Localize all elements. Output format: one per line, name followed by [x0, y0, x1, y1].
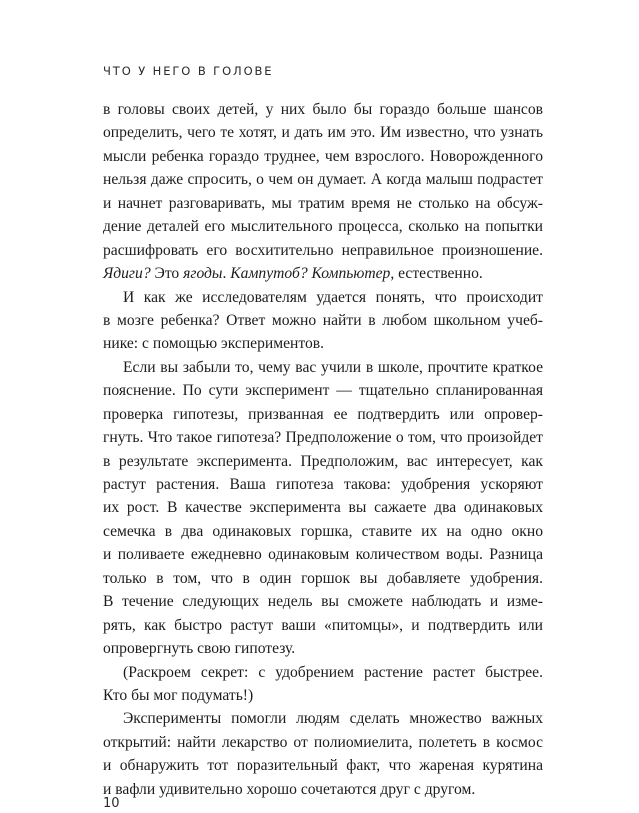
- italic-word: ягоды: [183, 265, 223, 283]
- text-line: в головы своих детей, у них было бы гораздо больше шансов: [103, 101, 543, 118]
- text-line: в мозге ребенка? Ответ можно найти в любом школьном учеб-: [103, 311, 543, 329]
- text-line: Эксперименты помогли людям сделать множество важных: [123, 710, 543, 728]
- text-line: и поливаете ежедневно одинаковым количеством воды. Разница: [103, 546, 543, 564]
- text-line: и вафли удивительно хорошо сочетаются друг с другом.: [103, 780, 476, 798]
- text-line: (Раскроем секрет: с удобрением растение растет быстрее.: [123, 663, 543, 681]
- text-line: определить, чего те хотят, и дать им это. Им известно, что узнать: [103, 124, 543, 142]
- text-run: Это: [150, 265, 184, 283]
- text-line: пояснение. По сути эксперимент — тщательно спланированная: [103, 382, 543, 400]
- body-text: [103, 98, 543, 801]
- paragraph: [103, 286, 543, 356]
- text-line: И как же исследователям удается понять, что происходит: [123, 288, 543, 306]
- text-line: В течение следующих недель вы сможете наблюдать и изме-: [103, 593, 543, 611]
- text-line: и начнет разговаривать, мы тратим время не столько на обсуж-: [103, 194, 543, 212]
- running-head: ЧТО У НЕГО В ГОЛОВЕ: [103, 64, 274, 78]
- text-line: растут растения. Ваша гипотеза такова: удобрения ускоряют: [103, 476, 543, 493]
- text-run: , естественно.: [390, 265, 483, 283]
- paragraph: [103, 98, 543, 286]
- italic-word: Компьютер: [311, 265, 391, 283]
- text-line: проверка гипотезы, призванная ее подтвердить или опровер-: [103, 405, 543, 423]
- text-line: и обнаружить тот поразительный факт, что жареная курятина: [103, 757, 543, 775]
- text-line: семечка в два одинаковых горшка, ставите их на одно окно: [103, 522, 543, 540]
- text-line: нельзя даже спросить, о чем он думает. А когда малыш подрастет: [103, 171, 543, 189]
- text-line: мысли ребенка гораздо труднее, чем взрослого. Новорожденного: [103, 147, 543, 165]
- paragraph: [103, 661, 543, 708]
- text-line: дение деталей его мыслительного процесса, сколько на попытки: [103, 218, 543, 236]
- italic-word: Кампутоб?: [230, 265, 308, 283]
- italic-word: Ядиги?: [103, 265, 151, 283]
- text-line: Кто бы мог подумать!): [103, 686, 254, 704]
- text-line: опровергнуть свою гипотезу.: [103, 640, 296, 658]
- text-line: в результате эксперимента. Предположим, вас интересует, как: [103, 452, 543, 470]
- text-line: гнуть. Что такое гипотеза? Предположение о том, что произойдет: [103, 429, 543, 447]
- paragraph: [103, 356, 543, 661]
- text-line: Если вы забыли то, чему вас учили в школе, прочтите краткое: [123, 358, 543, 376]
- text-line: расшифровать его восхитительно неправильное произношение.: [103, 241, 543, 259]
- text-line: их рост. В качестве эксперимента вы сажаете два одинаковых: [103, 499, 543, 517]
- text-run: .: [222, 265, 231, 283]
- text-line: [103, 262, 543, 285]
- text-line: рять, как быстро растут ваши «питомцы», и подтвердить или: [103, 616, 543, 634]
- text-line: нике: с помощью экспериментов.: [103, 335, 325, 353]
- text-line: открытий: найти лекарство от полиомиелита, полететь в космос: [103, 733, 543, 751]
- paragraph: [103, 707, 543, 801]
- page-number: 10: [103, 796, 120, 811]
- text-line: только в том, что в один горшок вы добавляете удобрения.: [103, 569, 543, 587]
